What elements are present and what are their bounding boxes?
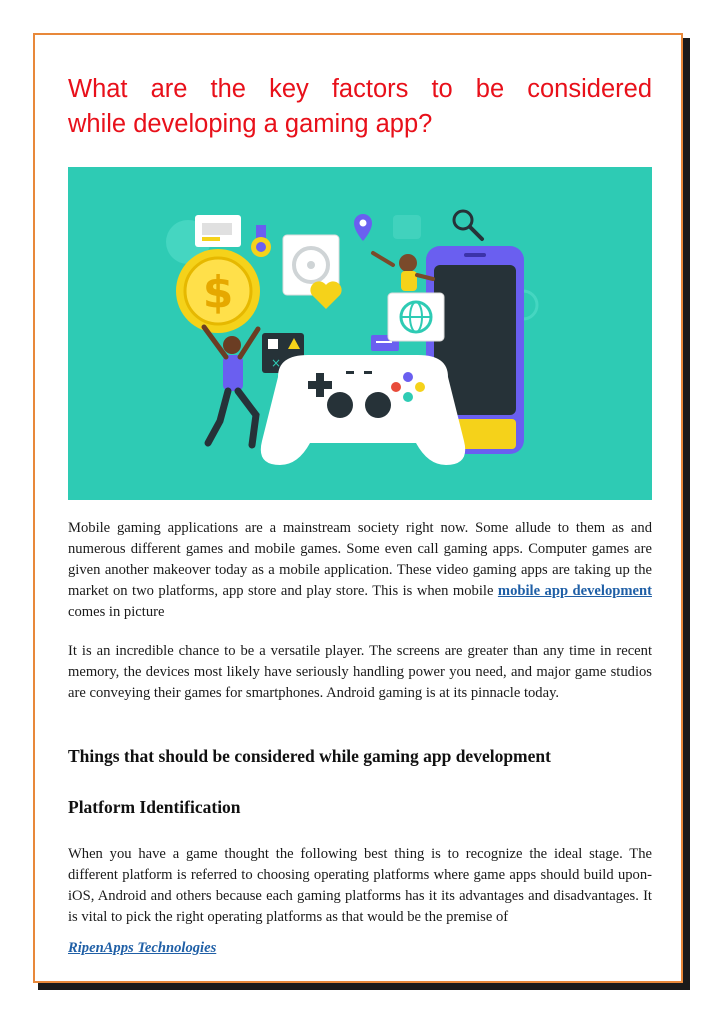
hero-illustration <box>68 167 652 500</box>
section-heading: Things that should be considered while gaming app development <box>68 746 551 766</box>
footer-company-link[interactable]: RipenApps Technologies <box>68 940 217 956</box>
intro-tail: comes in picture <box>68 604 165 620</box>
intro-paragraph <box>68 518 652 623</box>
platform-paragraph: When you have a game thought the following best thing is to recognize the ideal stage. The different platform is referred to choosing operating platforms where game apps should build upon- iOS, Android and others because each gaming platforms has it its advantages and disadvantages. It is vital to pick the right operating platforms as that would be the premise of <box>68 846 652 925</box>
globe-card-icon <box>388 293 444 341</box>
title-line-2: while developing a gaming app? <box>68 110 433 138</box>
game-controller-icon <box>261 355 465 465</box>
second-paragraph: It is an incredible chance to be a versatile player. The screens are greater than any time in recent memory, the devices most likely have seriously handling power you need, and major game studios are conveying their games for smartphones. Android gaming is at its pinnacle today. <box>68 643 652 701</box>
mobile-app-development-link[interactable]: mobile app development <box>497 583 652 599</box>
location-pin-icon <box>354 214 372 241</box>
woman-figure <box>373 253 433 291</box>
subsection-heading: Platform Identification <box>68 797 241 817</box>
message-card <box>195 215 241 247</box>
man-figure <box>204 327 258 445</box>
heart-icon <box>310 281 341 309</box>
medal-badge-icon <box>251 225 271 257</box>
dollar-coin-icon <box>176 249 260 333</box>
svg-text:$: $ <box>202 267 234 318</box>
svg-text:×: × <box>271 356 282 370</box>
search-icon <box>454 211 482 239</box>
bg-people-icon <box>393 215 421 239</box>
gaming-illustration <box>68 167 652 500</box>
intro-text: Mobile gaming applications are a mainstream society right now. Some allude to them as and numerous different games and mobile games. Some even call gaming apps. Computer games are given another makeover today as a mobile application. These video gaming apps are taking up the market on two platforms, app store and play store. This is when mobile <box>68 520 652 599</box>
title-line-1: What are the key factors to be considered <box>68 75 652 103</box>
page-title <box>68 72 652 142</box>
